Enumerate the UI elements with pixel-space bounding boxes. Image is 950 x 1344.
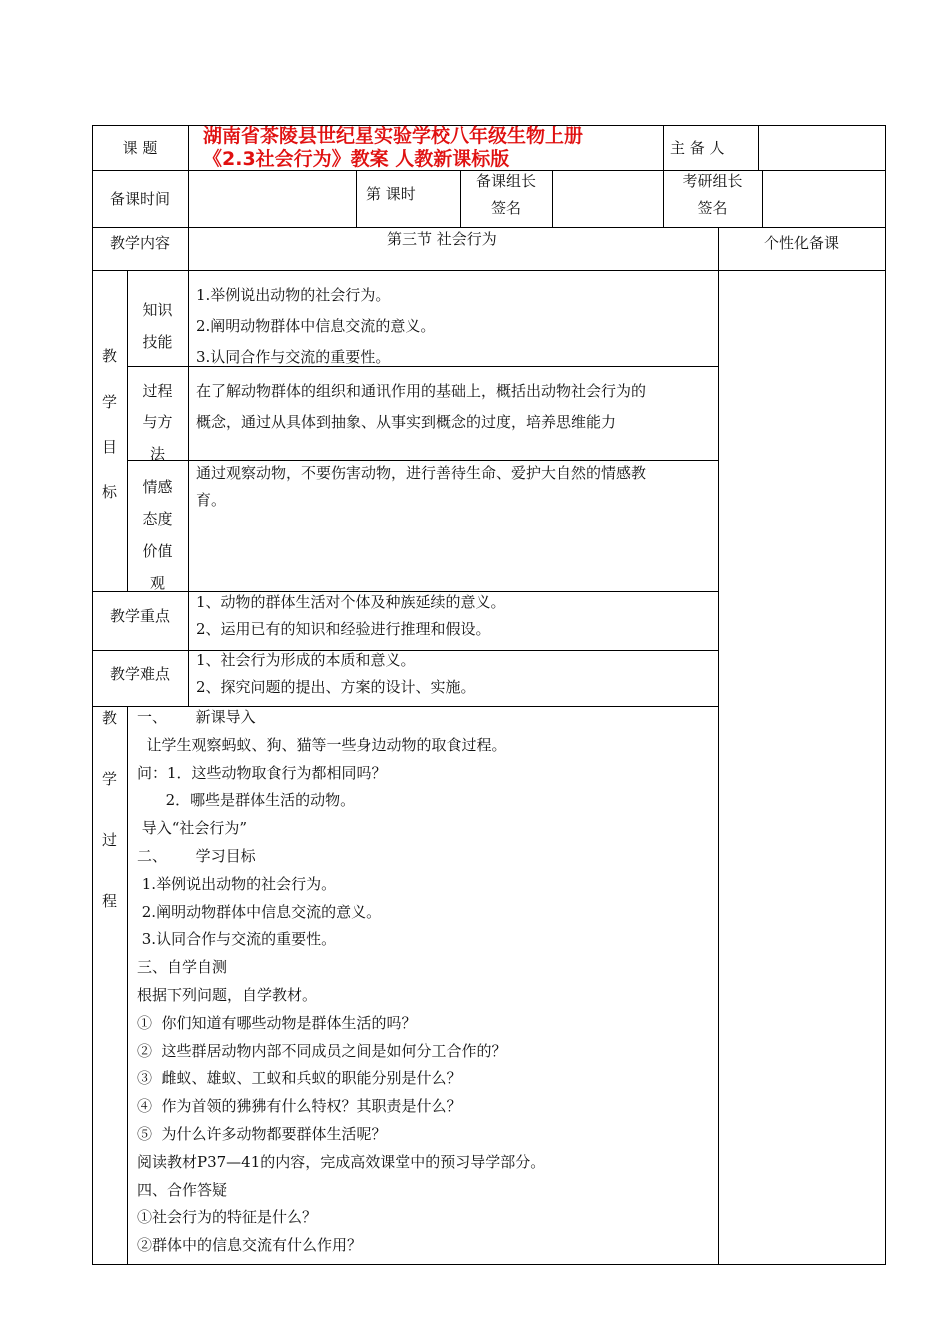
table-line — [762, 170, 763, 227]
emotion-text: 通过观察动物，不要伤害动物，进行善待生命、爱护大自然的情感教 — [196, 464, 647, 482]
topic-label: 课 题 — [122, 139, 158, 157]
process-label-char: 学 — [101, 770, 117, 788]
objectives-label-char: 标 — [101, 483, 117, 501]
prep-time-label: 备课时间 — [109, 190, 170, 208]
method-label: 与方 — [142, 413, 173, 431]
table-line — [188, 270, 189, 706]
table-line — [552, 170, 553, 227]
lead-teacher-label: 主 备 人 — [670, 139, 725, 157]
process-line: 四、合作答疑 — [137, 1181, 228, 1199]
process-line: 根据下列问题，自学教材。 — [137, 986, 318, 1004]
process-line: ④ 作为首领的狒狒有什么特权？其职责是什么？ — [137, 1097, 462, 1115]
difficulties-label: 教学难点 — [109, 665, 170, 683]
table-line — [92, 227, 886, 228]
process-label-char: 程 — [101, 892, 117, 910]
knowledge-label: 技能 — [142, 333, 173, 351]
table-line — [127, 706, 128, 1264]
process-line: 问：1．这些动物取食行为都相同吗？ — [137, 764, 387, 782]
key-point-item: 2、运用已有的知识和经验进行推理和假设。 — [196, 620, 491, 638]
emotion-label: 观 — [149, 574, 165, 592]
process-line: ①社会行为的特征是什么？ — [137, 1208, 318, 1226]
table-line — [127, 460, 718, 461]
table-line — [188, 125, 189, 270]
process-label-char: 教 — [101, 709, 117, 727]
process-line: 导入“社会行为” — [137, 819, 248, 837]
process-line: ① 你们知道有哪些动物是群体生活的吗？ — [137, 1014, 417, 1032]
method-text: 在了解动物群体的组织和通讯作用的基础上，概括出动物社会行为的 — [196, 382, 647, 400]
process-line: ② 这些群居动物内部不同成员之间是如何分工合作的？ — [137, 1042, 507, 1060]
table-border-left — [92, 125, 93, 1265]
objectives-label-char: 教 — [101, 347, 117, 365]
process-line: 二、 学习目标 — [137, 847, 256, 865]
key-point-item: 1、动物的群体生活对个体及种族延续的意义。 — [196, 593, 506, 611]
difficulty-item: 2、探究问题的提出、方案的设计、实施。 — [196, 678, 476, 696]
table-border-bottom — [92, 1264, 886, 1265]
knowledge-item: 1.举例说出动物的社会行为。 — [196, 286, 391, 304]
process-line: 三、自学自测 — [137, 958, 228, 976]
table-line — [356, 170, 357, 227]
difficulty-item: 1、社会行为形成的本质和意义。 — [196, 651, 416, 669]
process-line: 2.阐明动物群体中信息交流的意义。 — [137, 903, 382, 921]
key-points-label: 教学重点 — [109, 607, 170, 625]
process-label-char: 过 — [101, 831, 117, 849]
process-line: ⑤ 为什么许多动物都要群体生活呢？ — [137, 1125, 387, 1143]
process-line: 阅读教材P37—41的内容，完成高效课堂中的预习导学部分。 — [137, 1153, 546, 1171]
process-line: 1.举例说出动物的社会行为。 — [137, 875, 337, 893]
research-leader-sign-label: 签名 — [697, 199, 728, 217]
emotion-text: 育。 — [196, 491, 227, 509]
objectives-label-char: 目 — [101, 438, 117, 456]
knowledge-item: 2.阐明动物群体中信息交流的意义。 — [196, 317, 436, 335]
process-line: ②群体中的信息交流有什么作用？ — [137, 1236, 363, 1254]
document-title-line1: 湖南省茶陵县世纪星实验学校八年级生物上册 — [203, 125, 584, 147]
table-line — [718, 227, 719, 1264]
process-line: 3.认同合作与交流的重要性。 — [137, 930, 337, 948]
process-line: 一、 新课导入 — [137, 708, 256, 726]
process-line: 让学生观察蚂蚁、狗、猫等一些身边动物的取食过程。 — [137, 736, 507, 754]
table-line — [758, 125, 759, 170]
period-label: 第 课时 — [366, 185, 416, 203]
table-line — [92, 270, 886, 271]
knowledge-item: 3.认同合作与交流的重要性。 — [196, 348, 391, 366]
document-title-line2: 《2.3社会行为》教案 人教新课标版 — [203, 148, 510, 170]
content-value: 第三节 社会行为 — [387, 230, 497, 248]
personal-prep-label: 个性化备课 — [763, 234, 839, 252]
table-line — [663, 125, 664, 170]
objectives-label-char: 学 — [101, 393, 117, 411]
content-label: 教学内容 — [109, 234, 170, 252]
table-border-right — [885, 125, 886, 1265]
method-label: 法 — [149, 445, 165, 463]
group-leader-label: 备课组长 — [475, 172, 536, 190]
research-leader-label: 考研组长 — [682, 172, 743, 190]
emotion-label: 价值 — [142, 542, 173, 560]
group-leader-sign-label: 签名 — [490, 199, 521, 217]
knowledge-label: 知识 — [142, 301, 173, 319]
emotion-label: 情感 — [142, 478, 173, 496]
method-label: 过程 — [142, 382, 173, 400]
process-line: 2．哪些是群体生活的动物。 — [137, 791, 356, 809]
process-line: ③ 雌蚁、雄蚁、工蚁和兵蚁的职能分别是什么？ — [137, 1069, 462, 1087]
method-text: 概念，通过从具体到抽象、从事实到概念的过度，培养思维能力 — [196, 413, 617, 431]
emotion-label: 态度 — [142, 510, 173, 528]
